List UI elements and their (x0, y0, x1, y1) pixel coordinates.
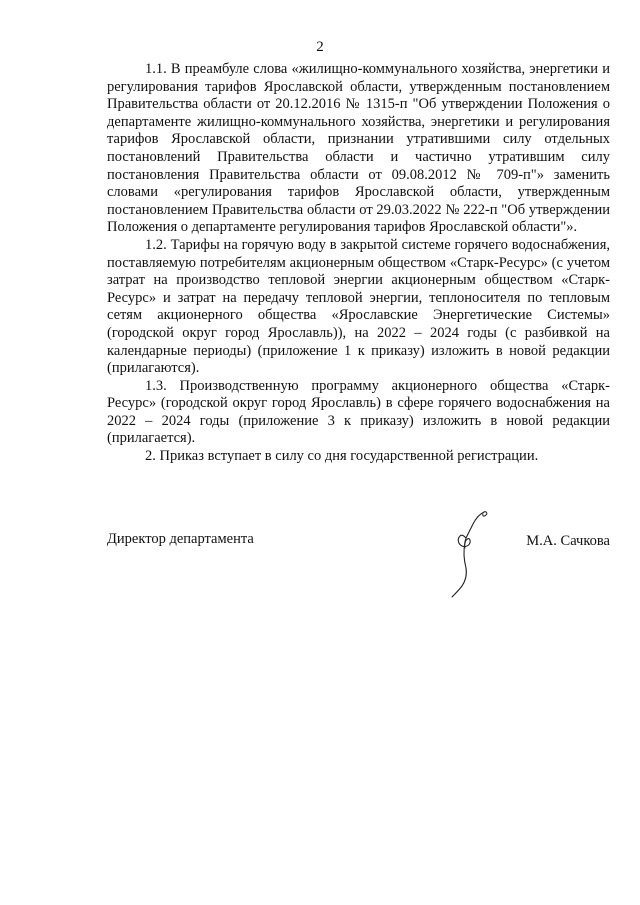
signatory-title: Директор департамента (107, 531, 254, 547)
paragraph-1-3: 1.3. Производственную программу акционерного общества «Старк-Ресурс» (городской округ город Ярославль) в сфере горячего водоснабжения на 2022 – 2024 годы (приложение 3 к приказу) изложить в новой редакции (прилагается). (107, 377, 610, 447)
handwritten-signature (440, 508, 500, 598)
page-number: 2 (316, 39, 324, 55)
signature-block (107, 526, 610, 566)
paragraph-1-1: 1.1. В преамбуле слова «жилищно-коммунального хозяйства, энергетики и регулирования тарифов Ярославской области, утвержденным постановлением Правительства области от 20.12.2016 № 1315-п "Об утверждении Положения о департаменте жилищно-коммунального хозяйства, энергетики и регулирования тарифов Ярославской области, признании утратившими силу отдельных постановлений Правительства области и частично утратившим силу постановления Правительства области от 09.08.2012 № 709-п"» заменить словами «регулирования тарифов Ярославской области, утвержденным постановлением Правительства области от 29.03.2022 № 222-п "Об утверждении Положения о департаменте регулирования тарифов Ярославской области"». (107, 61, 610, 236)
document-body (107, 61, 610, 466)
paragraph-2: 2. Приказ вступает в силу со дня государственной регистрации. (145, 448, 539, 465)
signatory-name: М.А. Сачкова (526, 533, 610, 549)
paragraph-1-2: 1.2. Тарифы на горячую воду в закрытой системе горячего водоснабжения, поставляемую потребителям акционерным обществом «Старк-Ресурс» (с учетом затрат на производство тепловой энергии акционерным обществом «Старк-Ресурс» и затрат на передачу тепловой энергии, теплоносителя по тепловым сетям акционерного общества «Ярославские Энергетические Системы» (городской округ город Ярославль)), на 2022 – 2024 годы (с разбивкой на календарные периоды) (приложение 1 к приказу) изложить в новой редакции (прилагаются). (107, 236, 610, 377)
